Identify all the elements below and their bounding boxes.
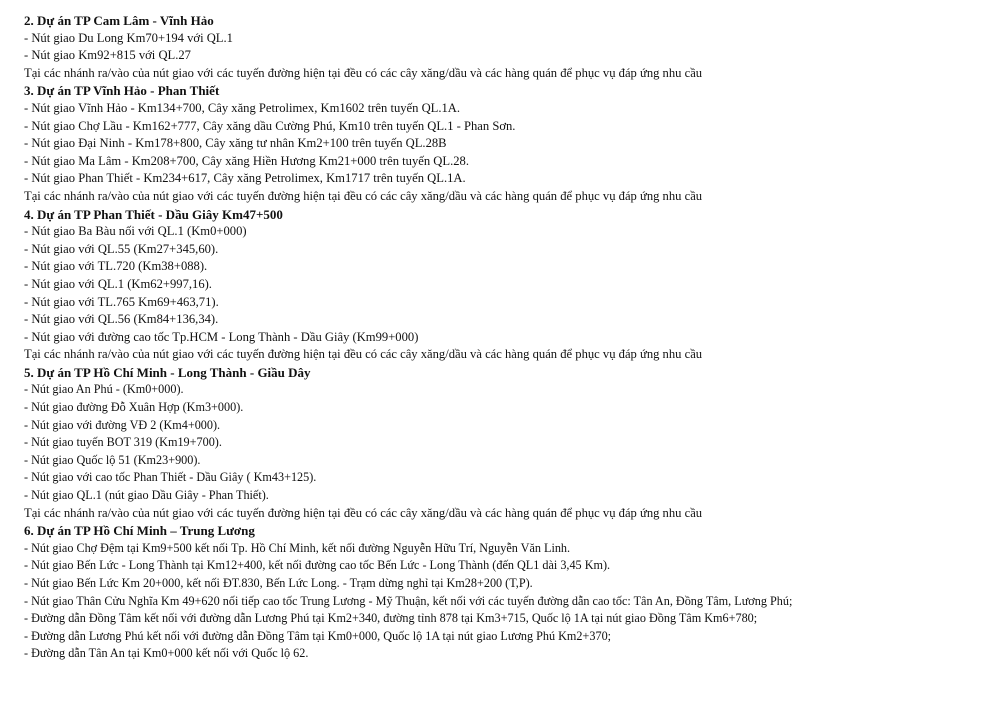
- section-note: Tại các nhánh ra/vào của nút giao với các tuyến đường hiện tại đều có các cây xăng/dầu và các hàng quán để phục vụ đáp ứng nhu cầu: [24, 188, 703, 203]
- list-item: - Nút giao Ma Lâm - Km208+700, Cây xăng Hiền Hương Km21+000 trên tuyến QL.28.: [24, 153, 469, 168]
- section-hcm-long-thanh-giau-day: [24, 364, 1000, 522]
- section-note: Tại các nhánh ra/vào của nút giao với các tuyến đường hiện tại đều có các cây xăng/dầu và các hàng quán để phục vụ đáp ứng nhu cầu: [24, 505, 703, 520]
- list-item: - Nút giao Du Long Km70+194 với QL.1: [24, 30, 233, 45]
- list-item: - Nút giao Phan Thiết - Km234+617, Cây xăng Petrolimex, Km1717 trên tuyến QL.1A.: [24, 171, 466, 186]
- section-note: Tại các nhánh ra/vào của nút giao với các tuyến đường hiện tại đều có các cây xăng/dầu và các hàng quán để phục vụ đáp ứng nhu cầu: [24, 347, 703, 362]
- list-item: - Nút giao với TL.720 (Km38+088).: [24, 259, 208, 274]
- list-item: - Nút giao An Phú - (Km0+000).: [24, 382, 184, 397]
- list-item: - Nút giao Chợ Đệm tại Km9+500 kết nối Tp. Hồ Chí Minh, kết nối đường Nguyễn Hữu Trí, Nguyễn Văn Linh.: [24, 540, 571, 555]
- list-item: - Nút giao đường Đỗ Xuân Hợp (Km3+000).: [24, 400, 244, 415]
- list-item: - Nút giao Quốc lộ 51 (Km23+900).: [24, 452, 201, 467]
- list-item: - Nút giao Km92+815 với QL.27: [24, 48, 191, 63]
- list-item: - Nút giao Vĩnh Hảo - Km134+700, Cây xăng Petrolimex, Km1602 trên tuyến QL.1A.: [24, 100, 461, 115]
- section-heading: 6. Dự án TP Hồ Chí Minh – Trung Lương: [24, 523, 255, 539]
- section-heading: 3. Dự án TP Vĩnh Hảo - Phan Thiết: [24, 83, 220, 99]
- list-item: - Nút giao với QL.1 (Km62+997,16).: [24, 276, 212, 291]
- list-item: - Nút giao QL.1 (nút giao Dầu Giây - Phan Thiết).: [24, 488, 269, 503]
- list-item: - Nút giao với đường VĐ 2 (Km4+000).: [24, 417, 221, 432]
- list-item: - Nút giao tuyến BOT 319 (Km19+700).: [24, 435, 222, 450]
- section-heading: 5. Dự án TP Hồ Chí Minh - Long Thành - Giầu Dây: [24, 364, 311, 380]
- list-item: - Nút giao với TL.765 Km69+463,71).: [24, 294, 219, 309]
- list-item: - Nút giao Bến Lức Km 20+000, kết nối ĐT.830, Bến Lức Long. - Trạm dừng nghỉ tại Km28+200 (T,P).: [24, 576, 533, 590]
- section-phan-thiet-dau-giay: [24, 206, 1000, 364]
- list-item: - Nút giao Bến Lức - Long Thành tại Km12+400, kết nối đường cao tốc Bến Lức - Long Thành (đến QL1 dài 3,45 Km).: [24, 558, 611, 573]
- list-item: - Nút giao với QL.55 (Km27+345,60).: [24, 241, 219, 256]
- list-item: - Đường dẫn Lương Phú kết nối với đường dẫn Đồng Tâm tại Km0+000, Quốc lộ 1A tại nút giao Lương Phú Km2+370;: [24, 628, 612, 643]
- section-heading: 2. Dự án TP Cam Lâm - Vĩnh Hảo: [24, 13, 214, 28]
- list-item: - Nút giao Chợ Lầu - Km162+777, Cây xăng dầu Cường Phú, Km10 trên tuyến QL.1 - Phan Sơn.: [24, 118, 516, 133]
- list-item: - Đường dẫn Đồng Tâm kết nối với đường dẫn Lương Phú tại Km2+340, đường tỉnh 878 tại Km3+715, Quốc lộ 1A tại nút giao Đồng Tâm Km6+780;: [24, 611, 758, 626]
- section-vinh-hao-phan-thiet: [24, 82, 1000, 205]
- list-item: - Nút giao với đường cao tốc Tp.HCM - Long Thành - Dầu Giây (Km99+000): [24, 329, 419, 344]
- list-item: - Nút giao với cao tốc Phan Thiết - Dầu Giây ( Km43+125).: [24, 470, 317, 485]
- list-item: - Nút giao Thân Cửu Nghĩa Km 49+620 nối tiếp cao tốc Trung Lương - Mỹ Thuận, kết nối với các tuyến đường dẫn cao tốc: Tân An, Đồng Tâm, Lương Phú;: [24, 593, 793, 608]
- section-note: Tại các nhánh ra/vào của nút giao với các tuyến đường hiện tại đều có các cây xăng/dầu và các hàng quán để phục vụ đáp ứng nhu cầu: [24, 65, 703, 80]
- list-item: - Nút giao với QL.56 (Km84+136,34).: [24, 312, 219, 327]
- list-item: - Đường dẫn Tân An tại Km0+000 kết nối với Quốc lộ 62.: [24, 646, 309, 661]
- section-hcm-trung-luong: [24, 522, 1000, 663]
- section-cam-lam-vinh-hao: [24, 12, 1000, 82]
- list-item: - Nút giao Đại Ninh - Km178+800, Cây xăng tư nhân Km2+100 trên tuyến QL.28B: [24, 136, 447, 151]
- section-heading: 4. Dự án TP Phan Thiết - Dầu Giây Km47+500: [24, 206, 283, 222]
- list-item: - Nút giao Ba Bàu nối với QL.1 (Km0+000): [24, 224, 247, 239]
